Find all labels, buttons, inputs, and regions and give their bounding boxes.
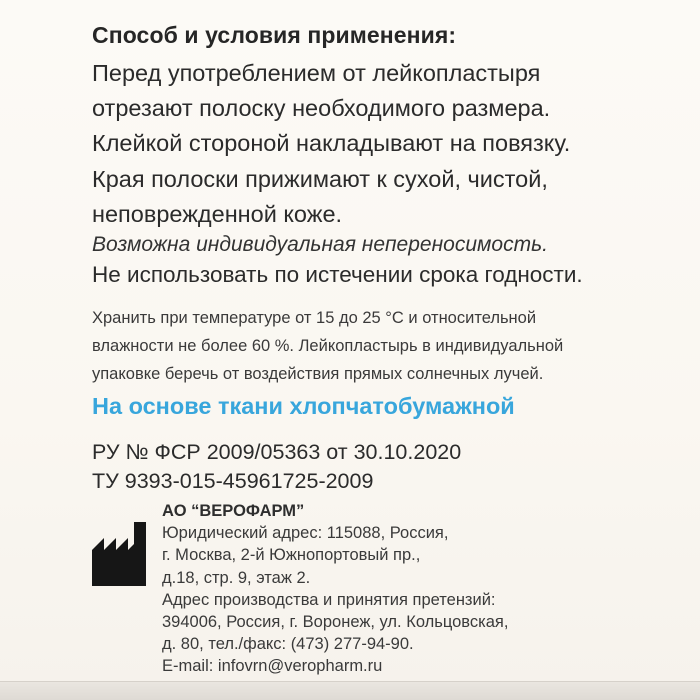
manufacturer-line: д.18, стр. 9, этаж 2. xyxy=(162,568,311,587)
usage-line: неповрежденной коже. xyxy=(92,200,343,227)
expiry-warning: Не использовать по истечении срока годности. xyxy=(92,262,583,287)
factory-icon xyxy=(90,520,152,586)
storage-line: Хранить при температуре от 15 до 25 °С и относительной xyxy=(92,309,537,327)
registration-info xyxy=(92,438,461,496)
manufacturer-email: E-mail: infovrn@veropharm.ru xyxy=(162,657,383,676)
registration-number: РУ № ФСР 2009/05363 от 30.10.2020 xyxy=(92,440,462,464)
package-edge xyxy=(0,681,700,700)
technical-spec-number: ТУ 9393-015-45961725-2009 xyxy=(92,469,374,493)
material-note: На основе ткани хлопчатобумажной xyxy=(92,393,515,419)
usage-line: Клейкой стороной накладывают на повязку. xyxy=(92,130,571,157)
manufacturer-line: д. 80, тел./факс: (473) 277-94-90. xyxy=(162,635,414,654)
storage-conditions xyxy=(92,304,563,388)
usage-line: Перед употреблением от лейкопластыря xyxy=(92,60,541,86)
usage-line: отрезают полоску необходимого размера. xyxy=(92,95,551,122)
usage-instructions xyxy=(92,56,570,232)
manufacturer-block xyxy=(162,500,508,678)
manufacturer-line: Адрес производства и принятия претензий: xyxy=(162,590,496,609)
usage-heading: Способ и условия применения: xyxy=(92,22,457,48)
manufacturer-name: АО “ВЕРОФАРМ” xyxy=(162,502,305,520)
manufacturer-line: 394006, Россия, г. Воронеж, ул. Кольцовская, xyxy=(162,613,509,632)
storage-line: влажности не более 60 %. Лейкопластырь в индивидуальной xyxy=(92,337,564,355)
manufacturer-line: Юридический адрес: 115088, Россия, xyxy=(162,524,449,543)
usage-line: Края полоски прижимают к сухой, чистой, xyxy=(92,165,548,192)
manufacturer-line: г. Москва, 2-й Южнопортовый пр., xyxy=(162,546,421,565)
storage-line: упаковке беречь от воздействия прямых солнечных лучей. xyxy=(92,365,544,383)
intolerance-warning: Возможна индивидуальная непереносимость. xyxy=(92,233,548,256)
